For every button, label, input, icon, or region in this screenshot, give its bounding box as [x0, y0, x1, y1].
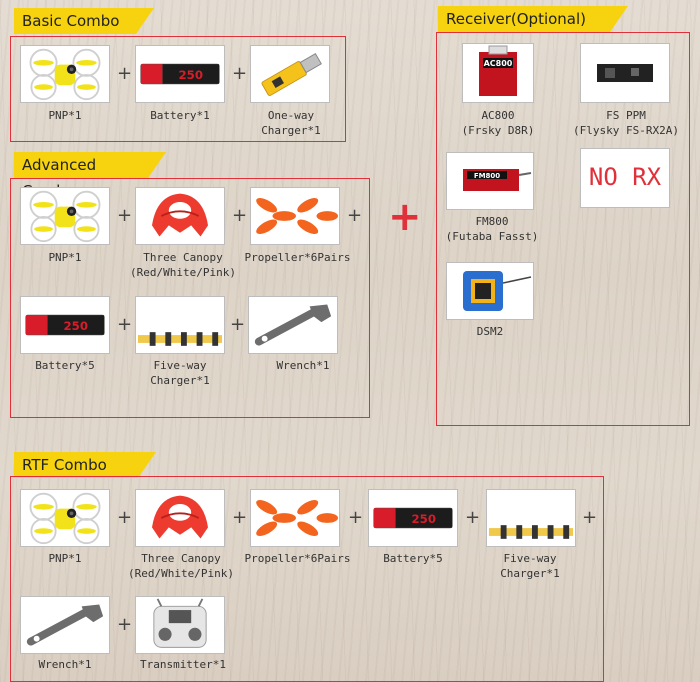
plus-icon: +	[117, 507, 133, 528]
advanced-battery-label: Battery*5	[35, 359, 95, 372]
receiver-ac800-icon	[463, 44, 533, 102]
receiver-dsm2-label: DSM2	[476, 325, 504, 338]
rtf-pnp-label: PNP*1	[48, 552, 82, 565]
plus-icon: +	[232, 205, 248, 226]
advanced-wrench-thumb	[248, 296, 338, 354]
charger-board-icon	[487, 504, 575, 547]
rtf-charger-thumb	[486, 489, 576, 547]
receiver-fm800-label: FM800 (Futaba Fasst)	[445, 215, 539, 243]
no-rx-text: NO RX	[588, 163, 662, 191]
receiver-title: Receiver(Optional)	[446, 10, 587, 28]
drone-icon	[21, 46, 109, 102]
advanced-combo-tag	[14, 152, 148, 178]
advanced-pnp-label: PNP*1	[48, 251, 82, 264]
rtf-transmitter-label: Transmitter*1	[139, 658, 227, 671]
propeller-icon	[251, 490, 339, 546]
rtf-prop-thumb	[250, 489, 340, 547]
battery-icon	[21, 297, 109, 353]
plus-icon: +	[117, 205, 133, 226]
canopy-icon	[136, 188, 224, 244]
receiver-fm800-icon	[447, 153, 533, 209]
plus-icon: +	[582, 507, 598, 528]
plus-icon: +	[117, 614, 133, 635]
svg-text:AC800: AC800	[483, 59, 513, 68]
propeller-icon	[251, 188, 339, 244]
basic-charger-thumb	[250, 45, 330, 103]
plus-icon: +	[465, 507, 481, 528]
battery-icon	[369, 490, 457, 546]
basic-charger-label: One-way Charger*1	[261, 109, 321, 137]
transmitter-icon	[136, 597, 224, 653]
drone-icon	[21, 490, 109, 546]
rtf-wrench-label: Wrench*1	[38, 658, 92, 671]
receiver-dsm2-thumb	[446, 262, 534, 320]
drone-icon	[21, 188, 109, 244]
plus-icon: +	[347, 205, 363, 226]
advanced-charger-thumb	[135, 296, 225, 354]
rtf-charger-label: Five-way Charger*1	[500, 552, 560, 580]
charger-usb-icon	[251, 46, 329, 102]
svg-text:FM800: FM800	[473, 172, 501, 180]
basic-battery-label: Battery*1	[150, 109, 210, 122]
rtf-battery-label: Battery*5	[383, 552, 443, 565]
advanced-pnp-thumb	[20, 187, 110, 245]
rtf-canopy-thumb	[135, 489, 225, 547]
receiver-fm800-thumb	[446, 152, 534, 210]
receiver-ac800-label: AC800 (Frsky D8R)	[461, 109, 535, 137]
basic-pnp-label: PNP*1	[48, 109, 82, 122]
advanced-battery-thumb	[20, 296, 110, 354]
charger-board-icon	[136, 311, 224, 354]
advanced-combo-title: Advanced	[22, 156, 97, 174]
no-rx-box	[580, 148, 670, 208]
rtf-canopy-label: Three Canopy (Red/White/Pink)	[128, 552, 234, 580]
plus-icon: +	[232, 63, 248, 84]
advanced-wrench-label: Wrench*1	[276, 359, 330, 372]
rtf-combo-tag	[14, 452, 138, 478]
plus-icon: +	[117, 314, 133, 335]
rtf-combo-title: RTF Combo	[22, 456, 107, 474]
plus-icon: +	[348, 507, 364, 528]
battery-icon	[136, 46, 224, 102]
plus-icon: +	[230, 314, 246, 335]
canopy-icon	[136, 490, 224, 546]
rtf-battery-thumb	[368, 489, 458, 547]
receiver-fs-thumb	[580, 43, 670, 103]
basic-battery-thumb	[135, 45, 225, 103]
rtf-wrench-thumb	[20, 596, 110, 654]
advanced-canopy-label: Three Canopy (Red/White/Pink)	[130, 251, 236, 279]
receiver-tag	[438, 6, 610, 32]
advanced-prop-thumb	[250, 187, 340, 245]
receiver-dsm2-icon	[447, 263, 533, 319]
advanced-charger-label: Five-way Charger*1	[150, 359, 210, 387]
rtf-prop-label: Propeller*6Pairs	[244, 552, 351, 565]
basic-combo-title: Basic Combo	[22, 12, 120, 30]
advanced-canopy-thumb	[135, 187, 225, 245]
advanced-prop-label: Propeller*6Pairs	[244, 251, 351, 264]
basic-pnp-thumb	[20, 45, 110, 103]
receiver-fs-icon	[581, 44, 669, 102]
big-plus-icon: +	[388, 194, 422, 240]
rtf-pnp-thumb	[20, 489, 110, 547]
wrench-icon	[249, 297, 337, 353]
rtf-transmitter-thumb	[135, 596, 225, 654]
plus-icon: +	[117, 63, 133, 84]
wrench-icon	[21, 597, 109, 653]
receiver-fs-label: FS PPM (Flysky FS-RX2A)	[573, 109, 679, 137]
basic-combo-tag	[14, 8, 136, 34]
plus-icon: +	[232, 507, 248, 528]
receiver-ac800-thumb	[462, 43, 534, 103]
